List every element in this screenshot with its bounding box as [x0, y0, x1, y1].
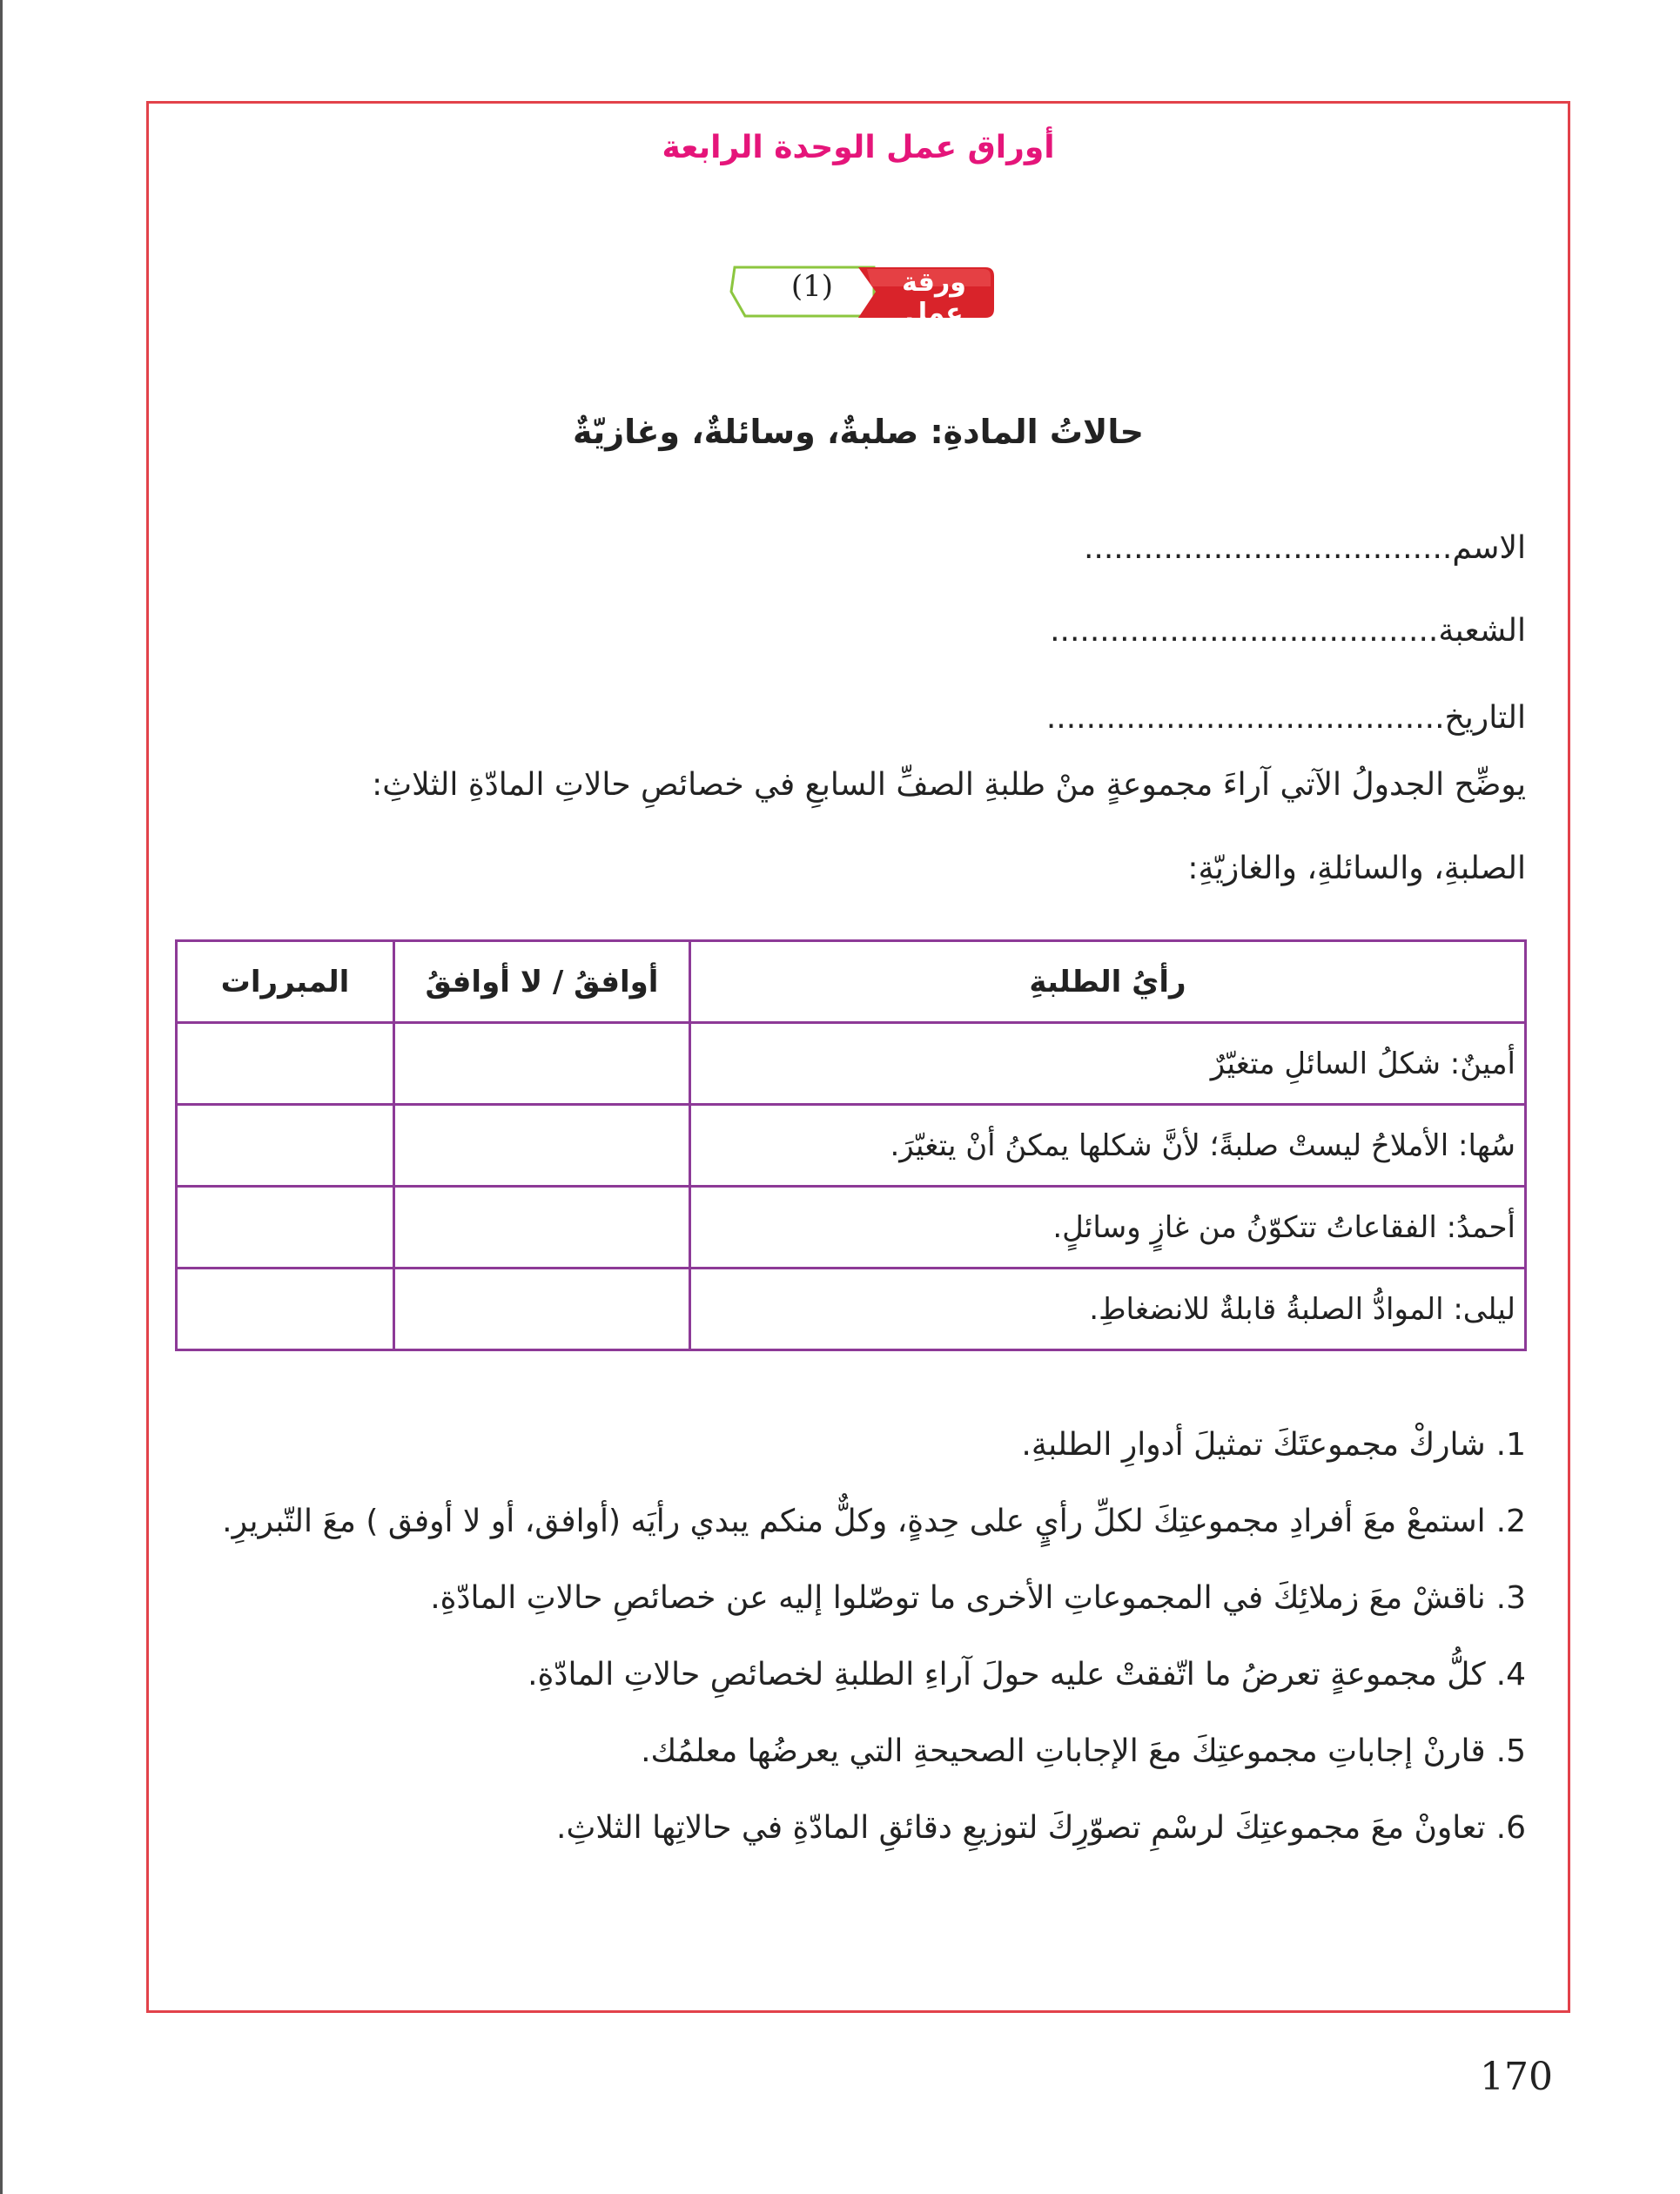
step-item: [175, 1418, 1526, 1472]
step-text: شاركْ مجموعتَكَ تمثيلَ أدوارِ الطلبةِ.: [1021, 1427, 1486, 1463]
step-item: [175, 1495, 1526, 1549]
justification-cell[interactable]: [177, 1269, 394, 1350]
statement-cell: سُها: الأملاحُ ليستْ صلبةً؛ لأنَّ شكلها يمكنُ أنْ يتغيّرَ.: [690, 1105, 1526, 1187]
step-text: استمعْ معَ أفرادِ مجموعتِكَ لكلِّ رأيٍ على حِدةٍ، وكلٌّ منكم يبدي رأيَه (أوافق، أو لا أوفق ) معَ التّبريرِ.: [222, 1504, 1486, 1539]
justification-cell[interactable]: [177, 1023, 394, 1105]
justification-cell[interactable]: [177, 1105, 394, 1187]
step-text: تعاونْ معَ مجموعتِكَ لرسْمِ تصوّرِكَ لتوزيعِ دقائقِ المادّةِ في حالاتِها الثلاثِ.: [556, 1810, 1486, 1846]
step-item: [175, 1571, 1526, 1625]
table-header-row: [177, 941, 1526, 1023]
date-field[interactable]: [1046, 700, 1526, 736]
step-text: كلُّ مجموعةٍ تعرضُ ما اتّفقتْ عليه حولَ آراءِ الطلبةِ لخصائصِ حالاتِ المادّةِ.: [528, 1657, 1486, 1693]
date-label: التاريخ: [1444, 700, 1526, 736]
worksheet-badge: [728, 260, 998, 328]
worksheet-frame: [146, 101, 1570, 2013]
step-number: 2.: [1495, 1504, 1526, 1539]
header-agree: أوافقُ / لا أوافقُ: [394, 941, 690, 1023]
statement-cell: أحمدُ: الفقاعاتُ تتكوّنُ من غازٍ وسائلٍ.: [690, 1187, 1526, 1269]
sheet-title: حالاتُ المادةِ: صلبةٌ، وسائلةٌ، وغازيّةٌ: [572, 413, 1144, 451]
page-edge-rule: [0, 0, 3, 2194]
badge-label: ورقة عمل: [902, 267, 966, 328]
agree-cell[interactable]: [394, 1023, 690, 1105]
step-item: [175, 1648, 1526, 1702]
badge-number: (1): [790, 269, 834, 304]
step-text: ناقشْ معَ زملائِكَ في المجموعاتِ الأخرى ما توصّلوا إليه عن خصائصِ حالاتِ المادّةِ.: [430, 1580, 1486, 1616]
date-dots: ........................................: [1045, 700, 1445, 736]
name-label: الاسم: [1452, 530, 1526, 566]
table-row: [177, 1269, 1526, 1350]
justification-cell[interactable]: [177, 1187, 394, 1269]
page-number: 170: [1480, 2055, 1553, 2099]
name-dots: .....................................: [1083, 530, 1453, 566]
section-label: الشعبة: [1438, 613, 1526, 649]
statement-cell: ليلى: الموادُّ الصلبةُ قابلةٌ للانضغاطِ.: [690, 1269, 1526, 1350]
header-justification: المبررات: [177, 941, 394, 1023]
header-opinion: رأيُ الطلبةِ: [690, 941, 1526, 1023]
statement-cell: أمينٌ: شكلُ السائلِ متغيّرٌ: [690, 1023, 1526, 1105]
step-item: [175, 1725, 1526, 1779]
intro-line-1: يوضِّح الجدولُ الآتي آراءَ مجموعةٍ منْ طلبةِ الصفِّ السابعِ في خصائصِ حالاتِ المادّةِ الثلاثِ:: [372, 767, 1526, 803]
step-number: 3.: [1495, 1580, 1526, 1616]
step-number: 4.: [1495, 1657, 1526, 1693]
step-text: قارنْ إجاباتِ مجموعتِكَ معَ الإجاباتِ الصحيحةِ التي يعرضُها معلمُك.: [641, 1733, 1486, 1769]
instruction-steps: [175, 1418, 1526, 1878]
agree-cell[interactable]: [394, 1187, 690, 1269]
table-row: [177, 1187, 1526, 1269]
unit-title: أوراق عمل الوحدة الرابعة: [662, 130, 1055, 165]
intro-line-2: الصلبةِ، والسائلةِ، والغازيّةِ:: [1187, 851, 1526, 886]
opinions-table: [175, 939, 1527, 1351]
step-number: 5.: [1495, 1733, 1526, 1769]
step-item: [175, 1801, 1526, 1855]
table-row: [177, 1105, 1526, 1187]
step-number: 1.: [1495, 1427, 1526, 1463]
section-dots: .......................................: [1050, 613, 1439, 649]
step-number: 6.: [1495, 1810, 1526, 1846]
intro-text: [175, 744, 1526, 911]
table-row: [177, 1023, 1526, 1105]
agree-cell[interactable]: [394, 1269, 690, 1350]
name-field[interactable]: [1084, 530, 1526, 566]
section-field[interactable]: [1050, 613, 1526, 649]
agree-cell[interactable]: [394, 1105, 690, 1187]
